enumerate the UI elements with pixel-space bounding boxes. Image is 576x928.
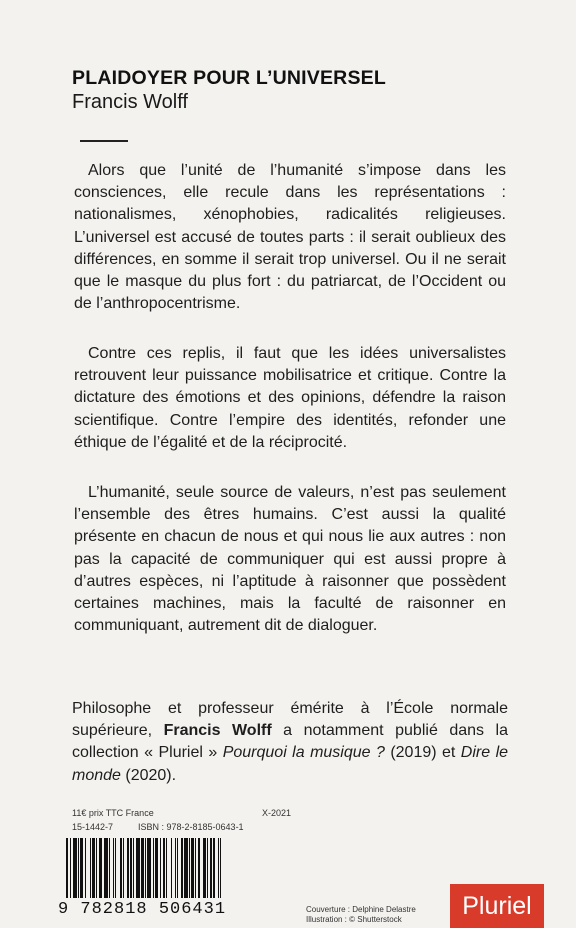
publisher-logo: Pluriel bbox=[450, 884, 544, 928]
edition-code: X-2021 bbox=[262, 808, 292, 818]
catalog-code: 15-1442-7 bbox=[72, 822, 114, 832]
bio-author-name: Francis Wolff bbox=[163, 722, 272, 740]
barcode bbox=[56, 838, 298, 928]
divider bbox=[80, 140, 128, 142]
bio-text-3: (2019) et bbox=[384, 744, 461, 762]
book-title: PLAIDOYER POUR L’UNIVERSEL bbox=[72, 67, 386, 89]
bio-text-2: a notamment publié dans la collection « Pluriel » bbox=[72, 722, 508, 762]
barcode-digits: 9 782818 506431 bbox=[58, 900, 227, 919]
isbn-text: ISBN : 978-2-8185-0643-1 bbox=[138, 822, 244, 832]
bio-text-4: (2020). bbox=[120, 766, 177, 784]
summary-paragraph-3: L’humanité, seule source de valeurs, n’est pas seulement l’ensemble des êtres humains. C’est aussi la qualité présente en chacun de nous et qui nous lie aux autres : non pas la capacité de communiquer qui est aussi propre à d’autres espèces, ni l’aptitude à raisonner que possèdent certaines machines, mais la faculté de raisonner en communiquant, autrement dit de dialoguer. bbox=[74, 484, 506, 635]
bio-book-2: Dire le monde bbox=[72, 744, 509, 784]
summary-paragraph-1: Alors que l’unité de l’humanité s’impose dans les consciences, elle recule dans les représentations : nationalismes, xénophobies, radicalités religieuses. L’universel est accusé de toutes parts : il serait oublieux des différences, en somme il serait trop universel. Ou il ne serait que le masque du plus fort : du patriarcat, de l’Occident ou de l’anthropocentrisme. bbox=[74, 162, 506, 313]
credits bbox=[306, 905, 416, 925]
book-author: Francis Wolff bbox=[72, 91, 188, 113]
price-text: 11€ prix TTC France bbox=[72, 808, 154, 818]
credit-illustration: Illustration : © Shutterstock bbox=[306, 915, 402, 924]
bio-text-1: Philosophe et professeur émérite à l’École normale supérieure, bbox=[72, 700, 508, 740]
author-bio bbox=[72, 698, 508, 787]
bio-book-1: Pourquoi la musique ? bbox=[222, 744, 385, 762]
barcode-bars bbox=[66, 838, 294, 898]
summary-paragraph-2: Contre ces replis, il faut que les idées universalistes retrouvent leur puissance mobilisatrice et critique. Contre la dictature des émotions et des opinions, défendre la raison scientifique. Contre l’empire des identités, refonder une éthique de l’égalité et de la réciprocité. bbox=[74, 345, 506, 451]
credit-cover: Couverture : Delphine Delastre bbox=[306, 905, 416, 914]
